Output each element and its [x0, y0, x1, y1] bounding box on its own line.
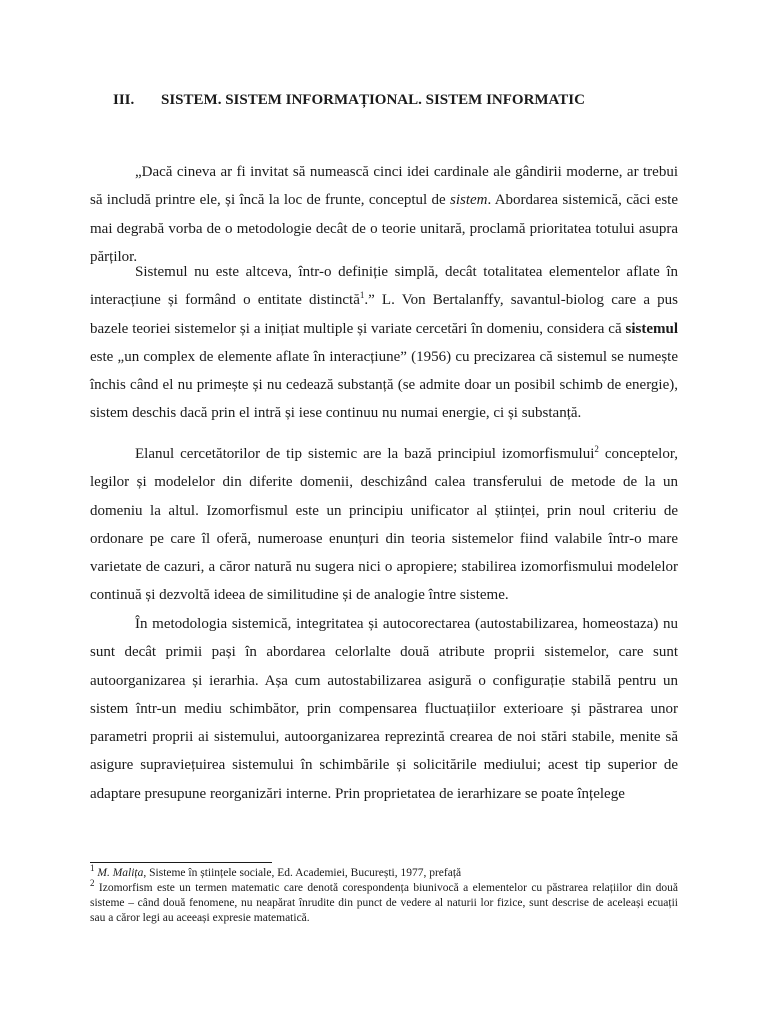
footnote-mark-2: 2 [90, 878, 95, 889]
paragraph-1 [90, 158, 678, 271]
paragraph-4-text: În metodologia sistemică, integritatea și autocorectarea (autostabilizarea, homeostaza) nu sunt decât primii pași în abordarea celorlalte două atribute proprii sistemelor, care sunt autoorganizarea și ierarhia. Așa cum autostabilizarea asigură o configurație stabilă pentru un sistem într-un mediu schimbător, prin compensarea fluctuațiilor exterioare și păstrarea unor parametri proprii ai sistemului, autoorganizarea reprezintă crearea de noi stări stabile, menite să asigure supraviețuirea sistemului în schimbările și solicitările mediului; acest tip superior de adaptare presupune reorganizări interne. Prin proprietatea de ierarhizare se poate înțelege [90, 616, 678, 802]
paragraph-1-text-a: „Dacă cineva ar fi invitat să numească cinci idei cardinale ale gândirii moderne, ar trebui să includă printre ele, și încă la loc de frunte, conceptul de [90, 164, 678, 209]
bold-sistemul: sistemul [625, 320, 678, 337]
paragraph-3 [90, 440, 678, 610]
document-page [90, 0, 678, 1024]
footnote-1-author: M. Malița [97, 867, 144, 879]
paragraph-1-text-b: . Abordarea sistemică, căci este mai degrabă vorba de o metodologie decât de o teorie unitară, proclamă prioritatea totului asupra părților. [90, 192, 678, 265]
paragraph-4 [90, 610, 678, 808]
footnote-separator [90, 862, 272, 863]
footnote-ref-1[interactable]: 1 [359, 290, 365, 301]
footnote-mark-1: 1 [90, 863, 95, 874]
footnote-2 [90, 878, 678, 926]
paragraph-2-text-b: .” L. Von Bertalanffy, savantul-biolog care a pus bazele teoriei sistemelor și a inițiat multiple și variate cercetări în domeniu, considera că [90, 292, 678, 337]
paragraph-2-text-a: Sistemul nu este altceva, într-o definiție simplă, decât totalitatea elementelor aflate în interacțiune și formând o entitate distinctă [90, 264, 678, 309]
chapter-number: III. [113, 92, 135, 108]
paragraph-2-text-c: este „un complex de elemente aflate în interacțiune” (1956) cu precizarea că sistemul se numește închis când el nu primește și nu cedează substanță (se admite doar un posibil schimb de energie), sistem deschis dacă prin el intră și iese continuu nu numai energie, ci și substanță. [90, 348, 678, 422]
paragraph-2 [90, 258, 678, 428]
paragraph-3-text-a: Elanul cercetătorilor de tip sistemic are la bază principiul izomorfismului [135, 446, 595, 462]
emphasis-sistem: sistem [449, 192, 488, 209]
footnotes [90, 863, 678, 926]
chapter-title: SISTEM. SISTEM INFORMAȚIONAL. SISTEM INFORMATIC [161, 92, 585, 108]
footnote-ref-2[interactable]: 2 [594, 444, 599, 454]
footnote-2-text: Izomorfism este un termen matematic care denotă corespondența biunivocă a elementelor cu păstrarea relațiilor din două sisteme – când două fenomene, nu neapărat înrudite din punct de vedere al naturii lor fizice, sunt descrise de aceleași ecuații sau a căror legi au aceeași expresie matematică. [90, 882, 678, 924]
footnote-1-text: , Sisteme în științele sociale, Ed. Academiei, București, 1977, prefață [143, 867, 462, 879]
footnote-1 [90, 863, 678, 881]
paragraph-3-text-b: conceptelor, legilor și modelelor din diferite domenii, deschizând calea transferului de metode de la un domeniu la altul. Izomorfismul este un principiu unificator al științei, prin noul criteriu de ordonare pe care îl oferă, numeroase enunțuri din teoria sistemelor fiind valabile într-o mare varietate de cazuri, a căror natură nu sugera nici o apropiere; stabilirea izomorfismului modelelor continuă și dezvoltă ideea de similitudine și de analogie între sisteme. [90, 446, 678, 604]
chapter-heading [113, 92, 585, 109]
